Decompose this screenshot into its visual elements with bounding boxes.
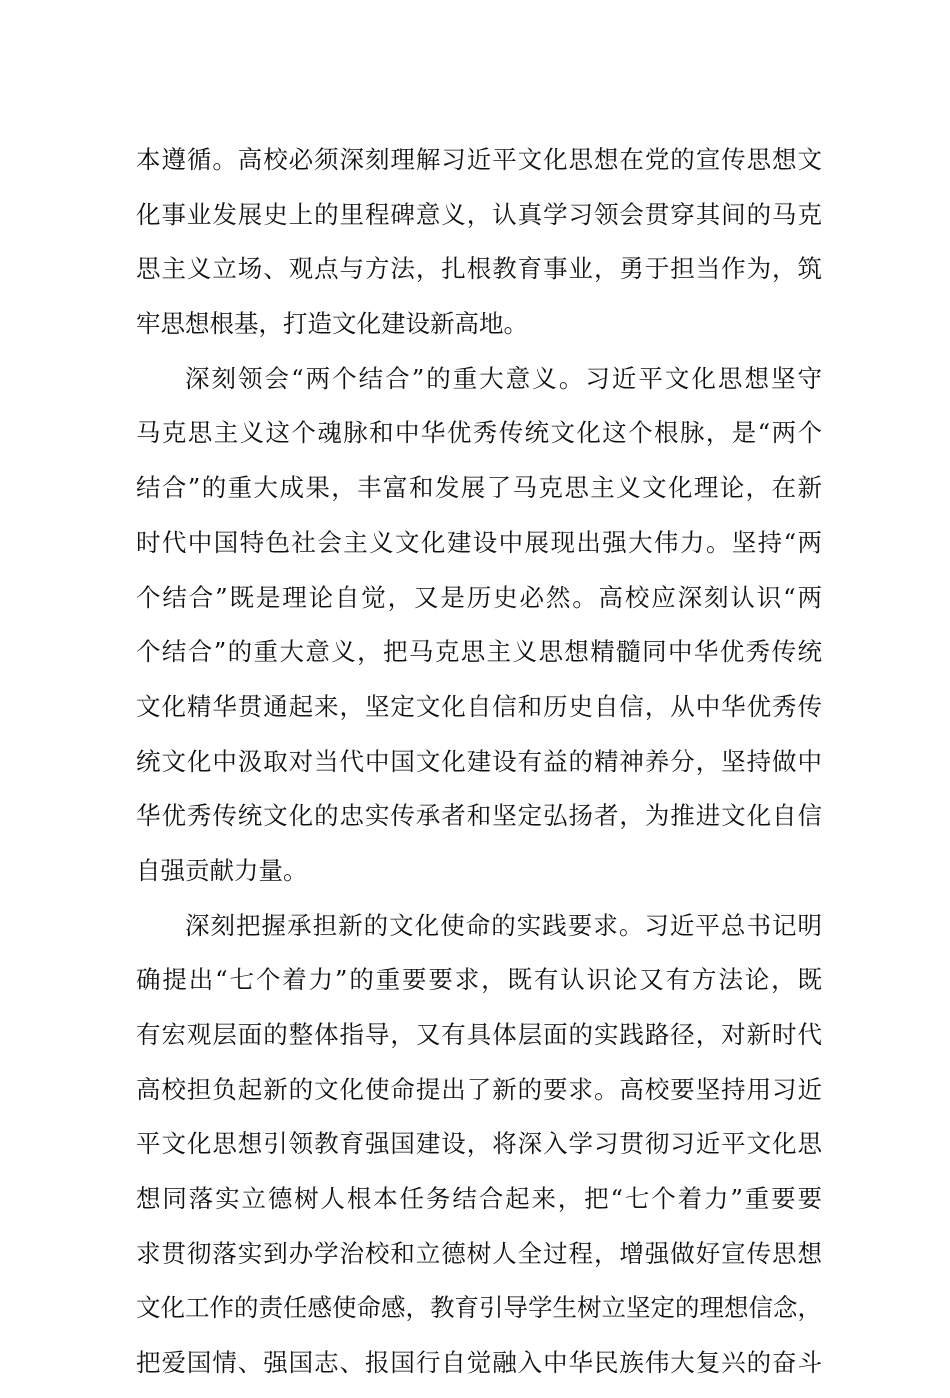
text-line: 化事业发展史上的里程碑意义，认真学习领会贯穿其间的马克 [136,199,822,229]
text-line: 求贯彻落实到办学治校和立德树人全过程，增强做好宣传思想 [136,1238,822,1268]
text-line: 平文化思想引领教育强国建设，将深入学习贯彻习近平文化思 [136,1129,822,1159]
paragraph-heading-line: 深刻领会“两个结合”的重大意义。习近平文化思想坚守 [185,363,822,393]
text-line: 想同落实立德树人根本任务结合起来，把“七个着力”重要要 [136,1184,822,1214]
text-line: 个结合”既是理论自觉，又是历史必然。高校应深刻认识“两 [136,582,822,612]
text-line: 把爱国情、强国志、报国行自觉融入中华民族伟大复兴的奋斗 [136,1348,822,1378]
document-body [136,140,822,1398]
text-line: 高校担负起新的文化使命提出了新的要求。高校要坚持用习近 [136,1074,822,1104]
paragraph-two-combinations [136,359,822,906]
text-line: 文化工作的责任感使命感，教育引导学生树立坚定的理想信念， [136,1293,822,1323]
text-line: 牢思想根基，打造文化建设新高地。 [136,309,528,339]
text-line: 结合”的重大成果，丰富和发展了马克思主义文化理论，在新 [136,473,822,503]
paragraph-intro-continuation [136,140,822,359]
text-line: 确提出“七个着力”的重要要求，既有认识论又有方法论，既 [136,965,822,995]
text-line: 统文化中汲取对当代中国文化建设有益的精神养分，坚持做中 [136,746,822,776]
text-line: 有宏观层面的整体指导，又有具体层面的实践路径，对新时代 [136,1020,822,1049]
text-line: 本遵循。高校必须深刻理解习近平文化思想在党的宣传思想文 [136,145,822,174]
paragraph-heading-line: 深刻把握承担新的文化使命的实践要求。习近平总书记明 [185,910,822,940]
text-line: 个结合”的重大意义，把马克思主义思想精髓同中华优秀传统 [136,637,822,667]
text-line: 马克思主义这个魂脉和中华优秀传统文化这个根脉，是“两个 [136,418,822,448]
text-line: 时代中国特色社会主义文化建设中展现出强大伟力。坚持“两 [136,527,822,557]
paragraph-cultural-mission [136,906,822,1398]
text-line: 华优秀传统文化的忠实传承者和坚定弘扬者，为推进文化自信 [136,801,822,831]
text-line: 思主义立场、观点与方法，扎根教育事业，勇于担当作为，筑 [136,254,822,284]
text-line: 自强贡献力量。 [136,855,308,885]
text-line: 文化精华贯通起来，坚定文化自信和历史自信，从中华优秀传 [136,691,822,721]
